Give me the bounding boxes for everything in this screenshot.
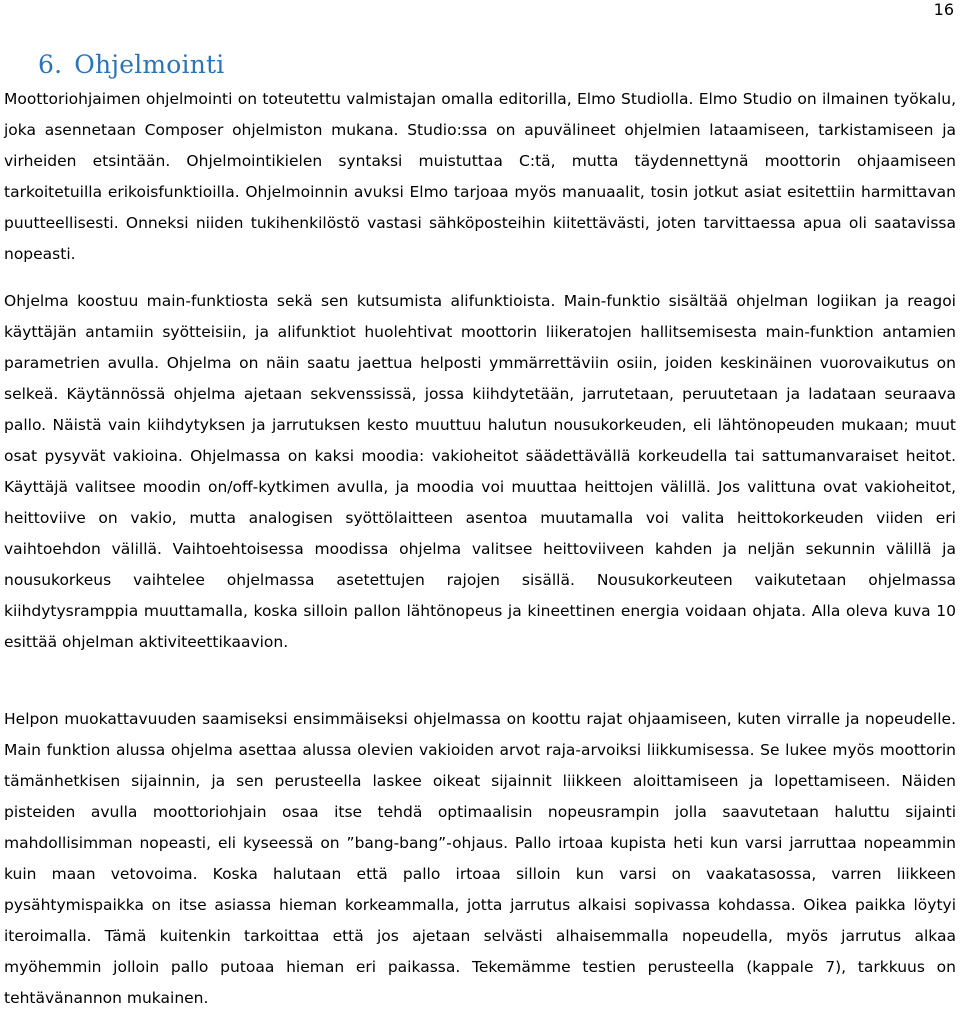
page-number: 16 <box>933 0 954 19</box>
paragraph-intro: Moottoriohjaimen ohjelmointi on toteutettu valmistajan omalla editorilla, Elmo Studiolla. Elmo Studio on ilmainen työkalu, joka asennetaan Composer ohjelmiston mukana. Studio:ssa on apuvälineet ohjelmien lataamiseen, tarkistamiseen ja virheiden etsintään. Ohjelmointikielen syntaksi muistuttaa C:tä, mutta täydennettynä moottorin ohjaamiseen tarkoitetuilla erikoisfunktioilla. Ohjelmoinnin avuksi Elmo tarjoaa myös manuaalit, tosin jotkut asiat esitettiin harmittavan puutteellisesti. Onneksi niiden tukihenkilöstö vastasi sähköposteihin kiitettävästi, joten tarvittaessa apua oli saatavissa nopeasti. <box>4 90 956 263</box>
paragraph-limits-control: Helpon muokattavuuden saamiseksi ensimmäiseksi ohjelmassa on koottu rajat ohjaamiseen, kuten virralle ja nopeudelle. Main funktion alussa ohjelma asettaa alussa olevien vakioiden arvot raja-arvoiksi liikkumisessa. Se lukee myös moottorin tämänhetkisen sijainnin, ja sen perusteella laskee oikeat sijainnit liikkeen aloittamiseen ja lopettamiseen. Näiden pisteiden avulla moottoriohjain osaa itse tehdä optimaalisin nopeusrampin jolla saavutetaan haluttu sijainti mahdollisimman nopeasti, eli kyseessä on ”bang-bang”-ohjaus. Pallo irtoaa kupista heti kun varsi jarruttaa nopeammin kuin maan vetovoima. Koska halutaan että pallo irtoaa silloin kun varsi on vaakatasossa, varren liikkeen pysähtymispaikka on itse asiassa hieman korkeammalla, jotta jarrutus alkaisi sopivassa kohdassa. Oikea paikka löytyi iteroimalla. Tämä kuitenkin tarkoittaa että jos ajetaan selvästi alhaisemmalla nopeudella, myös jarrutus alkaa myöhemmin jolloin pallo putoaa hieman eri paikassa. Tekemämme testien perusteella (kappale 7), tarkkuus on tehtävänannon mukainen. <box>4 710 956 1007</box>
paragraph-program-structure: Ohjelma koostuu main-funktiosta sekä sen kutsumista alifunktioista. Main-funktio sisältää ohjelman logiikan ja reagoi käyttäjän antamiin syötteisiin, ja alifunktiot huolehtivat moottorin liikeratojen hallitsemisesta main-funktion antamien parametrien avulla. Ohjelma on näin saatu jaettua helposti ymmärrettäviin osiin, joiden keskinäinen vuorovaikutus on selkeä. Käytännössä ohjelma ajetaan sekvenssissä, jossa kiihdytetään, jarrutetaan, peruutetaan ja ladataan seuraava pallo. Näistä vain kiihdytyksen ja jarrutuksen kesto muuttuu halutun nousukorkeuden, eli lähtönopeuden mukaan; muut osat pysyvät vakioina. Ohjelmassa on kaksi moodia: vakioheitot säädettävällä korkeudella tai sattumanvaraiset heitot. Käyttäjä valitsee moodin on/off-kytkimen avulla, ja moodia voi muuttaa heittojen välillä. Jos valittuna ovat vakioheitot, heittoviive on vakio, mutta analogisen syöttölaitteen asentoa muutamalla voi valita heittokorkeuden viiden eri vaihtoehdon välillä. Vaihtoehtoisessa moodissa ohjelma valitsee heittoviiveen kahden ja neljän sekunnin välillä ja nousukorkeus vaihtelee ohjelmassa asetettujen rajojen sisällä. Nousukorkeuteen vaikutetaan ohjelmassa kiihdytysramppia muuttamalla, koska silloin pallon lähtönopeus ja kineettinen energia voidaan ohjata. Alla oleva kuva 10 esittää ohjelman aktiviteettikaavion. <box>4 292 956 651</box>
section-title: Ohjelmointi <box>74 50 225 79</box>
section-number: 6. <box>38 50 63 79</box>
section-heading <box>38 50 225 80</box>
